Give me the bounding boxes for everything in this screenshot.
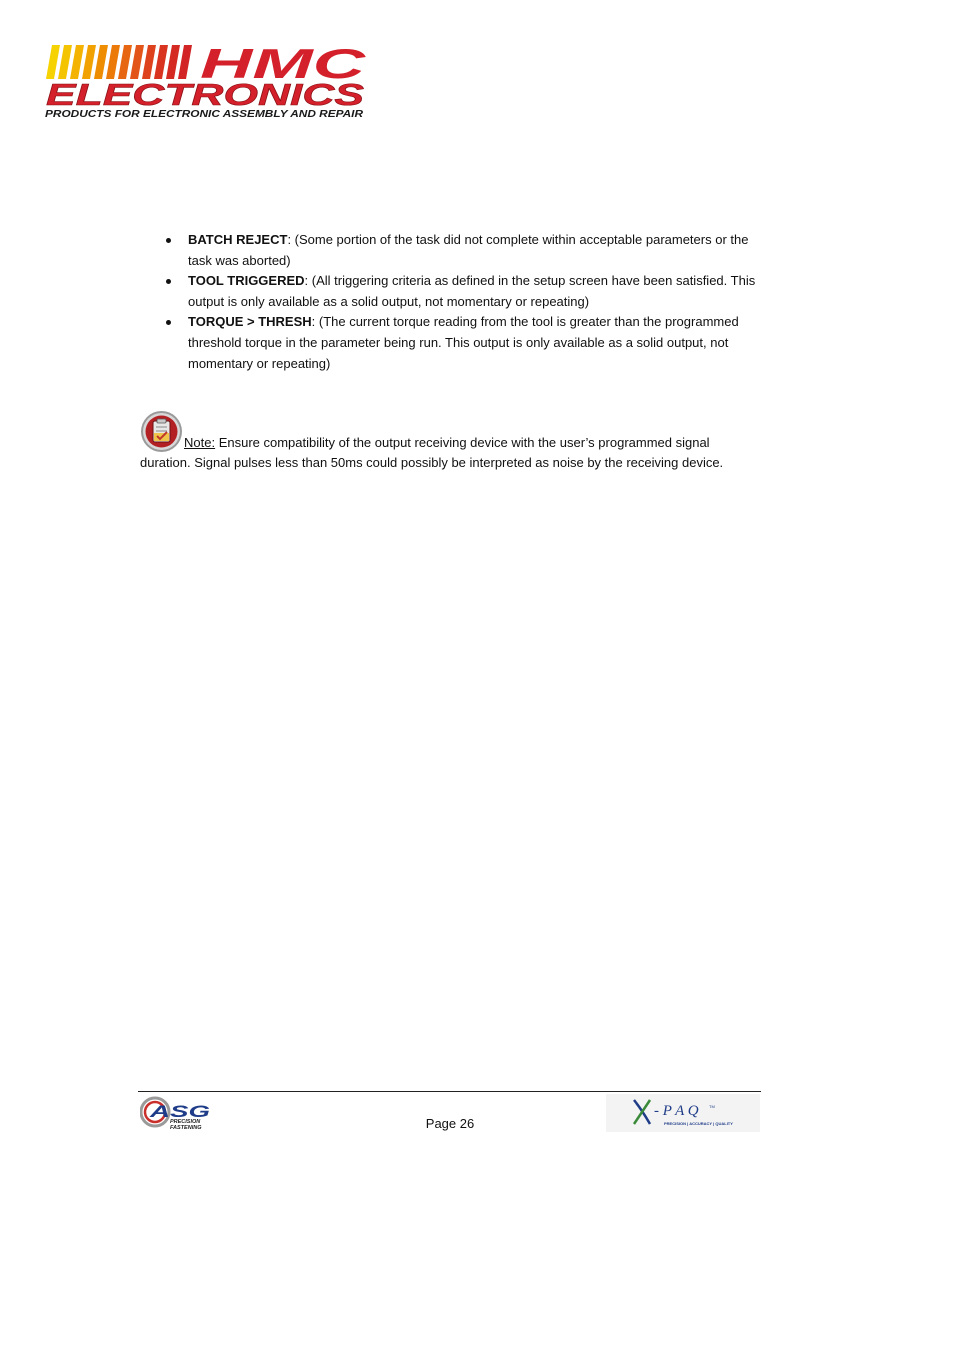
hmc-electronics-logo <box>42 42 367 120</box>
logo-tagline: PRODUCTS FOR ELECTRONIC ASSEMBLY AND REPAIR <box>45 108 364 120</box>
page-number: Page 26 <box>425 1116 475 1131</box>
list-item-term: TOOL TRIGGERED <box>188 273 305 289</box>
note-block <box>140 410 760 473</box>
asg-logo-line1: PRECISION <box>170 1119 201 1125</box>
bullet-icon <box>166 279 171 284</box>
xpaq-logo-tagline: PRECISION | ACCURACY | QUALITY <box>664 1121 733 1126</box>
asg-logo-brand: ASG <box>148 1102 210 1121</box>
clipboard-check-icon <box>140 410 183 453</box>
logo-brand: HMC <box>200 42 367 87</box>
bullet-icon <box>166 320 171 325</box>
list-item-text: : (Some portion of the task did not complete within acceptable parameters or the task was aborted) <box>188 232 749 268</box>
list-item <box>164 271 764 312</box>
list-item-text: : (The current torque reading from the tool is greater than the programmed threshold torque in the parameter being run. This output is only available as a solid output, not momentary or repeating) <box>188 314 739 371</box>
note-text: Ensure compatibility of the output receiving device with the user’s programmed signal duration. Signal pulses less than 50ms could possibly be interpreted as noise by the receiving device. <box>140 435 724 470</box>
xpaq-logo-tm: TM <box>709 1104 715 1109</box>
asg-logo <box>140 1096 214 1130</box>
note-label: Note: <box>184 435 216 450</box>
logo-sub: ELECTRONICS <box>46 77 365 112</box>
footer-divider <box>138 1091 761 1092</box>
output-options-list <box>164 230 764 374</box>
list-item-text: : (All triggering criteria as defined in the setup screen have been satisfied. This output is only available as a solid output, not momentary or repeating) <box>188 273 756 309</box>
xpaq-logo <box>606 1094 760 1132</box>
list-item <box>164 230 764 271</box>
list-item-term: BATCH REJECT <box>188 232 288 247</box>
list-item-term: TORQUE > THRESH <box>188 314 312 330</box>
list-item <box>164 312 764 374</box>
bullet-icon <box>166 238 171 243</box>
asg-logo-line2: FASTENING <box>170 1125 202 1130</box>
logo-stripes <box>46 45 192 79</box>
xpaq-logo-brand: - P A Q <box>654 1103 699 1119</box>
